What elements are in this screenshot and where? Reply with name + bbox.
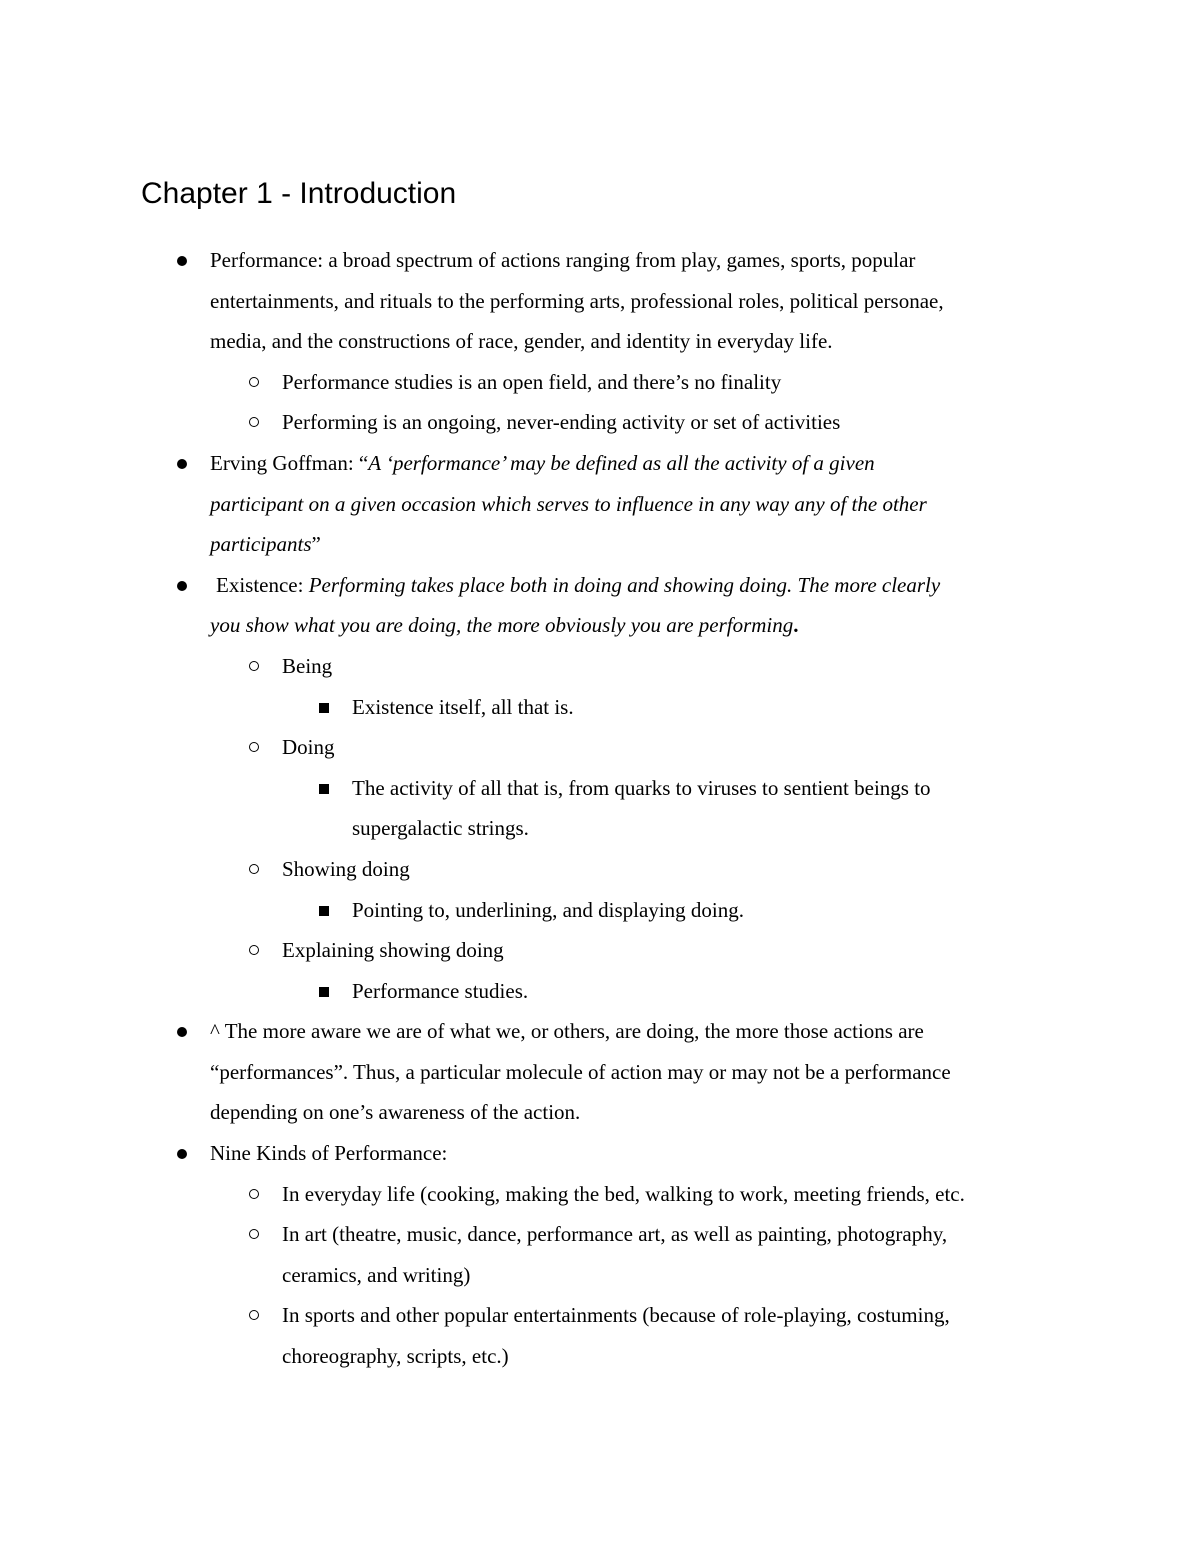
sub-list-item [0,646,1200,687]
quote-prefix: Erving Goffman: “ [210,450,369,475]
list-item-text: depending on one’s awareness of the action. [210,1100,581,1125]
list-item [0,1011,1200,1052]
list-item-text: Performance: a broad spectrum of actions ranging from play, games, sports, popular [210,248,916,272]
list-item-continuation [0,605,1200,646]
hollow-bullet-icon [249,945,259,955]
existence-text: you show what you are doing, the more obviously you are performing [210,613,794,638]
sub-list-item-text: Being [282,653,333,678]
filled-bullet-icon [177,1027,187,1037]
hollow-bullet-icon [249,661,259,671]
square-bullet-icon [319,784,329,794]
sub-sub-list-item [0,890,1200,931]
goffman-quote-line [210,443,875,484]
sub-sub-list-item [0,768,1200,809]
existence-prefix: Existence: [216,572,309,597]
existence-period: . [793,613,799,638]
sub-list-item-continuation [0,1336,1200,1377]
sub-list-item [0,402,1200,443]
quote-closing: ” [311,532,321,557]
list-item-text: media, and the constructions of race, gender, and identity in everyday life. [210,329,833,354]
sub-list-item-continuation [0,1255,1200,1296]
quote-text: participants [210,532,312,557]
sub-list-item-text: In everyday life (cooking, making the bed, walking to work, meeting friends, etc. [282,1181,965,1206]
sub-list-item-text: Doing [282,735,335,760]
sub-list-item [0,362,1200,403]
sub-list-item [0,1214,1200,1255]
hollow-bullet-icon [249,417,259,427]
existence-line [210,605,799,646]
sub-sub-list-item-text: Performance studies. [352,978,529,1003]
sub-list-item [0,727,1200,768]
list-item [0,565,1200,606]
list-item [0,1133,1200,1174]
sub-list-item [0,1174,1200,1215]
sub-sub-list-item [0,971,1200,1012]
list-item-text: “performances”. Thus, a particular molecule of action may or may not be a performance [210,1059,951,1084]
quote-text: participant on a given occasion which serves to influence in any way any of the other [210,491,927,516]
sub-list-item-text: Performing is an ongoing, never-ending activity or set of activities [282,410,841,435]
sub-list-item-text: Explaining showing doing [282,938,504,963]
list-item-continuation [0,1092,1200,1133]
hollow-bullet-icon [249,1189,259,1199]
existence-text: Performing takes place both in doing and showing doing. The more clearly [308,572,941,597]
list-item-continuation [0,321,1200,362]
list-item-text: ^ The more aware we are of what we, or others, are doing, the more those actions are [210,1019,924,1044]
filled-bullet-icon [177,256,187,266]
list-item-text: entertainments, and rituals to the performing arts, professional roles, political personae, [210,288,944,313]
square-bullet-icon [319,703,329,713]
list-item-continuation [0,281,1200,322]
sub-list-item-text: In sports and other popular entertainments (because of role-playing, costuming, [282,1303,950,1328]
list-item [0,443,1200,484]
filled-bullet-icon [177,459,187,469]
filled-bullet-icon [177,1149,187,1159]
list-item-continuation [0,524,1200,565]
list-item [0,240,1200,281]
sub-sub-list-item [0,687,1200,728]
hollow-bullet-icon [249,377,259,387]
goffman-quote-line [210,484,927,525]
sub-sub-list-item-text: Pointing to, underlining, and displaying doing. [352,897,744,922]
sub-list-item-text: Performance studies is an open field, and there’s no finality [282,369,782,394]
sub-list-item-text: Showing doing [282,856,410,881]
quote-text: A ‘performance’ may be defined as all the activity of a given [368,450,875,475]
sub-list-item-text: ceramics, and writing) [282,1262,471,1287]
existence-line [216,565,940,606]
goffman-quote-line [210,524,321,565]
notes-list [0,240,1200,1377]
hollow-bullet-icon [249,864,259,874]
hollow-bullet-icon [249,1229,259,1239]
page-title: Chapter 1 - Introduction [141,177,457,210]
sub-sub-list-item-text: Existence itself, all that is. [352,694,574,719]
list-item-continuation [0,1052,1200,1093]
hollow-bullet-icon [249,1310,259,1320]
filled-bullet-icon [177,581,187,591]
square-bullet-icon [319,906,329,916]
square-bullet-icon [319,987,329,997]
sub-list-item [0,930,1200,971]
sub-list-item [0,1295,1200,1336]
sub-list-item-text: In art (theatre, music, dance, performance art, as well as painting, photography, [282,1222,948,1247]
sub-sub-list-item-continuation [0,808,1200,849]
sub-sub-list-item-text: The activity of all that is, from quarks to viruses to sentient beings to [352,775,931,800]
sub-sub-list-item-text: supergalactic strings. [352,816,529,841]
list-item-text: Nine Kinds of Performance: [210,1141,448,1166]
list-item-continuation [0,484,1200,525]
sub-list-item-text: choreography, scripts, etc.) [282,1344,509,1369]
sub-list-item [0,849,1200,890]
hollow-bullet-icon [249,742,259,752]
